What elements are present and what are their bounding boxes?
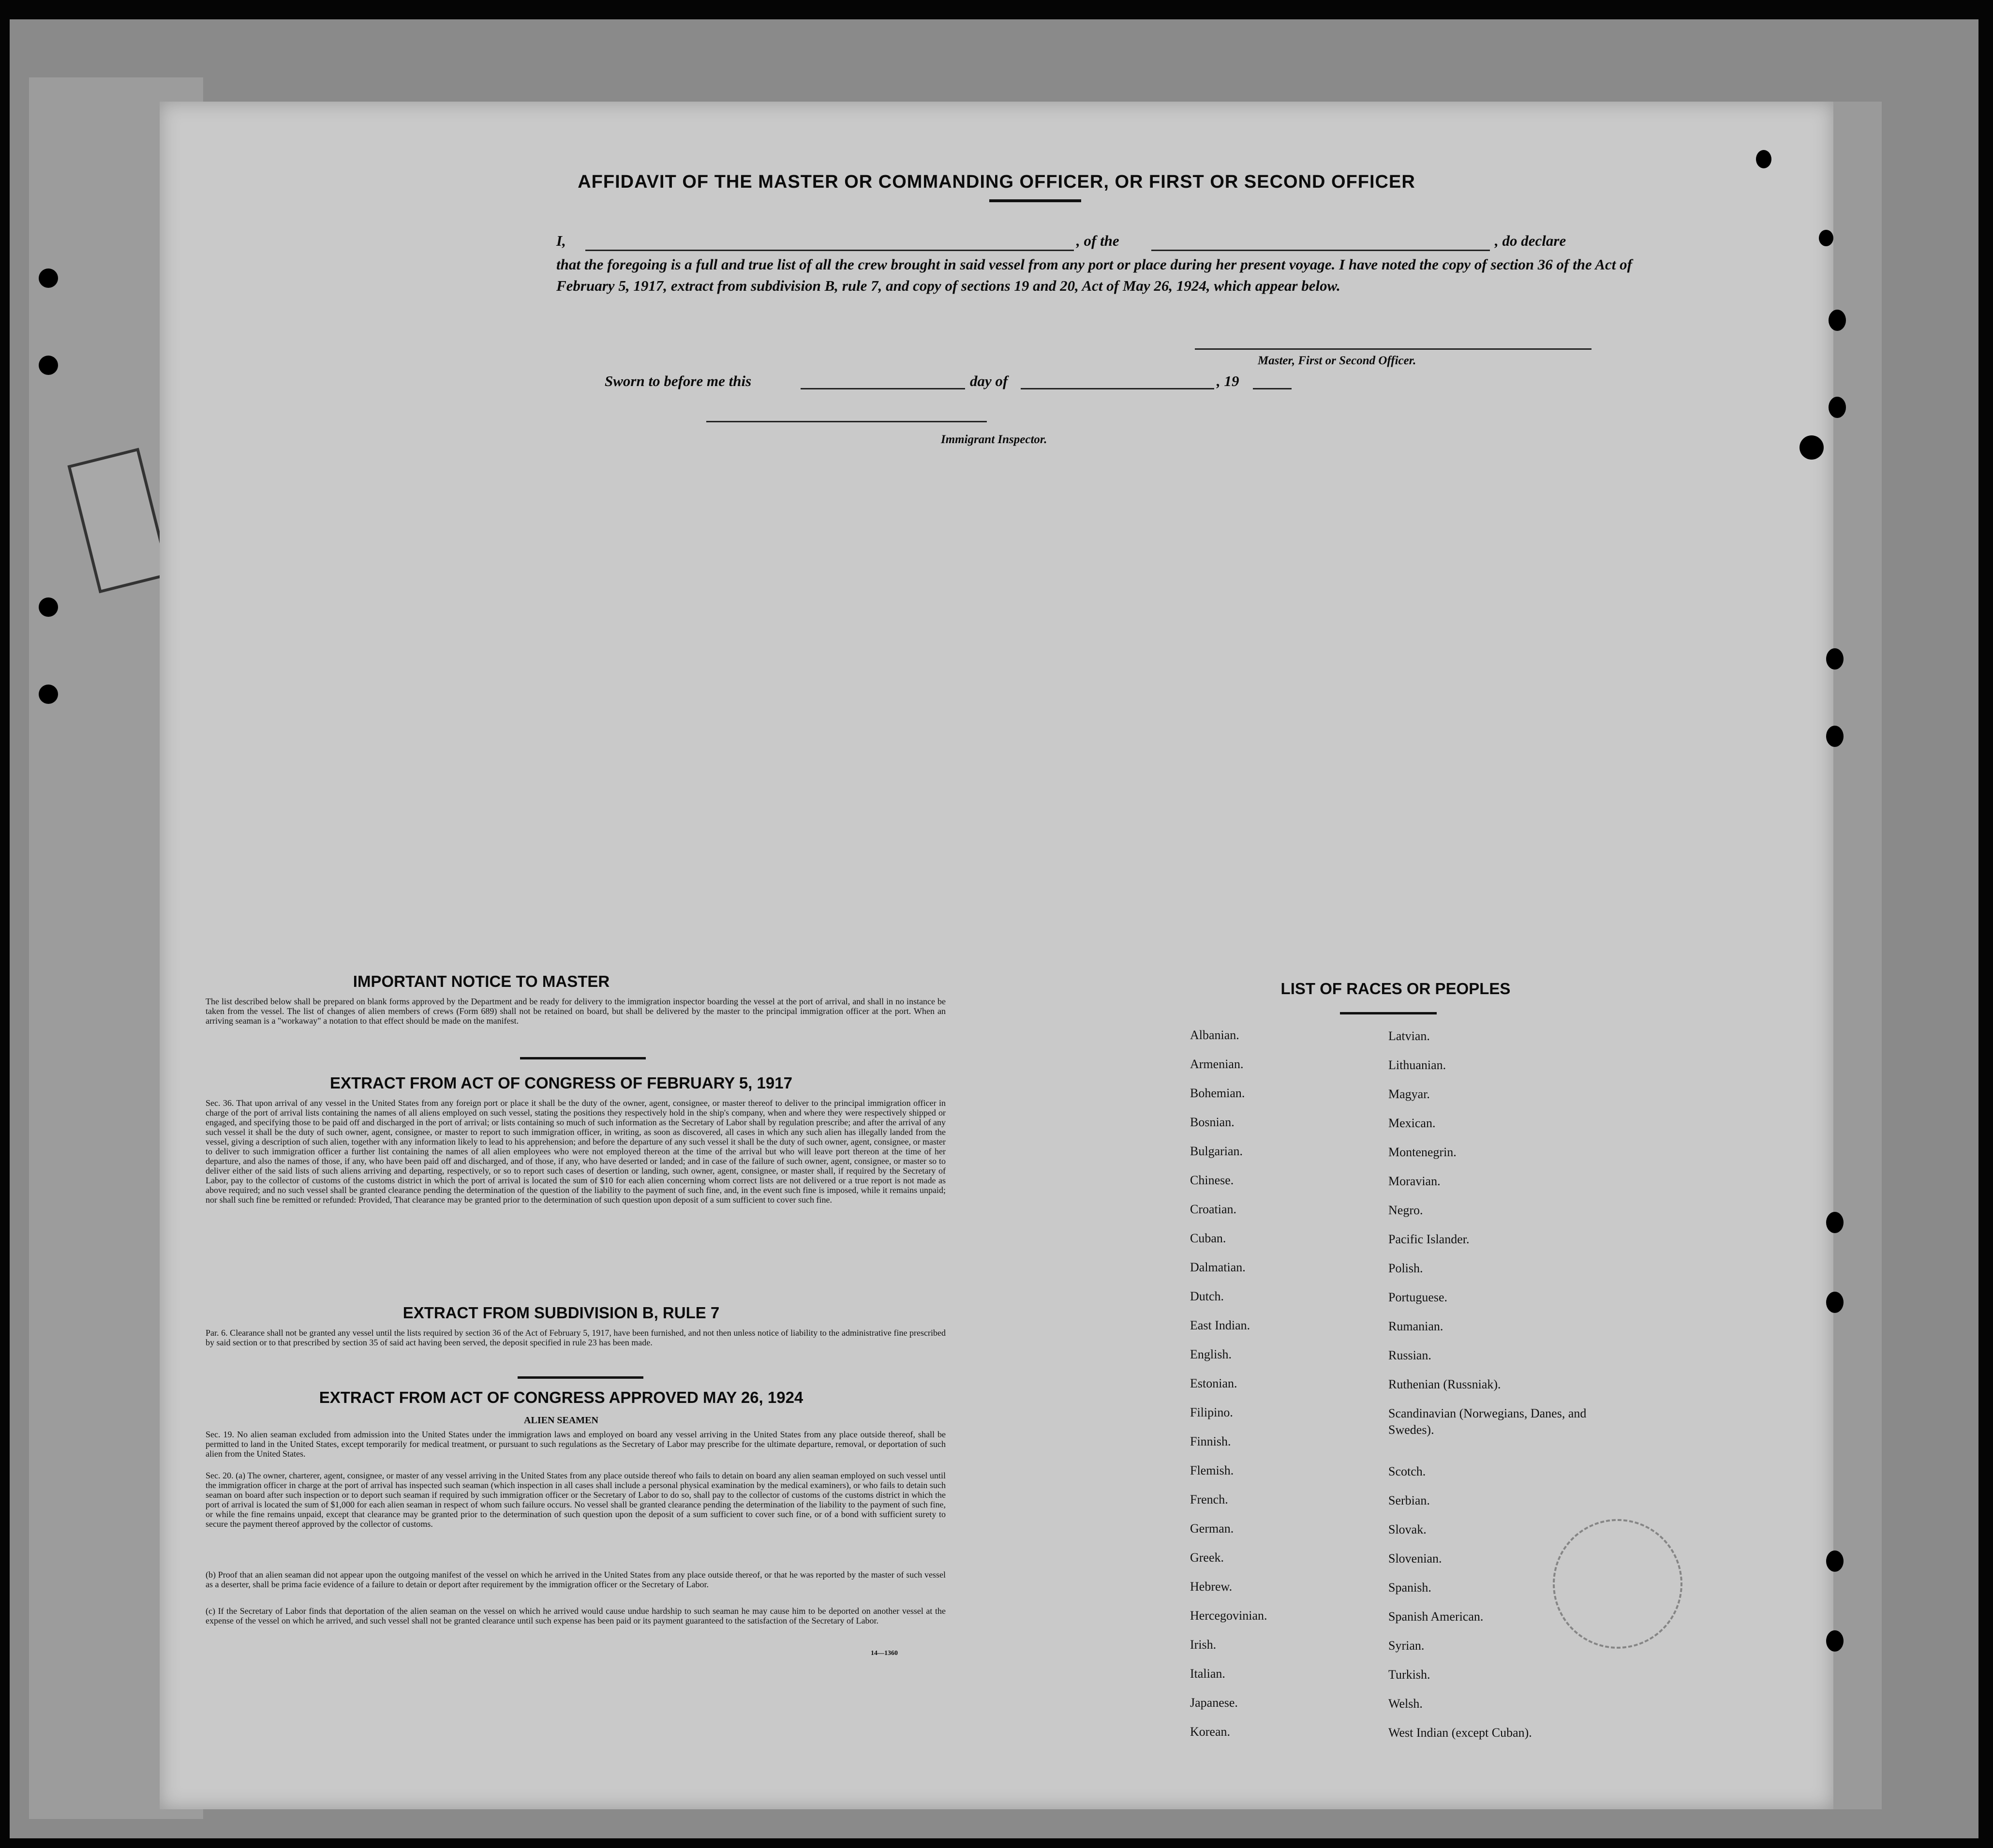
inspector-signature-line[interactable] [706, 421, 987, 422]
sworn-month-line[interactable] [1021, 388, 1214, 389]
race-item: Latvian. [1388, 1029, 1430, 1043]
race-item: Mexican. [1388, 1116, 1436, 1130]
punch-hole [1826, 1292, 1844, 1313]
race-item: Italian. [1190, 1667, 1225, 1681]
document-page [160, 102, 1833, 1809]
race-item: Dutch. [1190, 1289, 1224, 1303]
divider [1340, 1012, 1437, 1014]
sec20b-text: (b) Proof that an alien seaman did not appear upon the outgoing manifest of the vessel on which he arrived in the United States from any place outside thereof, or that he was reported by the master of such vessel as a deserter, shall be prima facie evidence of a failure to detain or deport after requirement by the immigration officer or the Secretary of Labor. [206, 1570, 946, 1589]
race-item: Polish. [1388, 1261, 1423, 1275]
handwritten-page-mark: 4 [1855, 1771, 1874, 1804]
notice-text: The list described below shall be prepared on blank forms approved by the Department and be ready for delivery to the immigration inspector boarding the vessel at the port of arrival, and shall in no instance be taken from the vessel. The list of changes of alien members of crews (Form 689) shall not be retained on board, but shall be delivered by the master to the principal immigration officer at the port. When an arriving seaman is a "workaway" a notation to that effect should be made on the manifest. [206, 997, 946, 1026]
punch-hole [1829, 397, 1846, 418]
divider [520, 1057, 646, 1059]
race-item: Russian. [1388, 1348, 1431, 1362]
master-signature-label: Master, First or Second Officer. [1258, 354, 1416, 367]
alien-seamen-subtitle: ALIEN SEAMEN [524, 1415, 598, 1426]
affidavit-of-the-label: , of the [1076, 232, 1119, 249]
vessel-field-line[interactable] [1151, 250, 1490, 251]
sworn-year-label: , 19 [1217, 373, 1239, 389]
punch-hole [1819, 230, 1833, 246]
race-item: Ruthenian (Russniak). [1388, 1377, 1501, 1391]
extract-1917-title: EXTRACT FROM ACT OF CONGRESS OF FEBRUARY 5, 1917 [330, 1074, 792, 1092]
race-item: Turkish. [1388, 1668, 1430, 1682]
race-item: Estonian. [1190, 1376, 1237, 1390]
sec20a-text: Sec. 20. (a) The owner, charterer, agent, consignee, or master of any vessel arriving in the United States from any place outside thereof who fails to detain on board any alien seaman employed on such vessel until the immigration officer in charge at the port of arrival has inspected such seaman (which inspection in all cases shall include a personal physical examination by the medical examiners), or who fails to detain such seaman on board after such inspection or to deport such seaman if required by such immigration officer or the Secretary of Labor to do so, shall pay to the collector of customs of the customs district in which the port of arrival is located the sum of $1,000 for each alien seaman in respect of whom such failure occurs. No vessel shall be granted clearance pending the determination of the liability to the payment of such fine, or while the fine remains unpaid, except that clearance may be granted prior to the determination of such question upon the deposit of a sum sufficient to cover such fine, or of a bond with sufficient surety to secure the payment thereof approved by the collector of customs. [206, 1471, 946, 1529]
race-item: Moravian. [1388, 1174, 1441, 1188]
race-item: Japanese. [1190, 1696, 1238, 1710]
race-item: Scandinavian (Norwegians, Danes, and Swedes). [1388, 1406, 1587, 1437]
race-item: Scotch. [1388, 1464, 1426, 1478]
title-underline [989, 199, 1081, 202]
race-item: Bulgarian. [1190, 1144, 1243, 1158]
punch-hole [1826, 1550, 1844, 1572]
race-item: Negro. [1388, 1203, 1423, 1217]
rule7-title: EXTRACT FROM SUBDIVISION B, RULE 7 [402, 1304, 720, 1322]
sworn-day-of-label: day of [970, 373, 1008, 389]
punch-hole [1826, 726, 1844, 747]
race-item: Finnish. [1190, 1434, 1231, 1448]
race-item: Korean. [1190, 1725, 1231, 1739]
rule7-text: Par. 6. Clearance shall not be granted any vessel until the lists required by section 36 of the Act of February 5, 1917, have been furnished, and not then unless notice of liability to the administrative fine prescribed by said section or to that prescribed by section 35 of said act having been served, the deposit specified in rule 23 has been made. [206, 1328, 946, 1347]
binder-hole [39, 597, 58, 617]
race-item: Greek. [1190, 1550, 1224, 1565]
punch-hole [1826, 648, 1844, 670]
race-item: Slovenian. [1388, 1551, 1442, 1565]
race-item: Spanish American. [1388, 1610, 1484, 1624]
affidavit-title: AFFIDAVIT OF THE MASTER OR COMMANDING OFFICER, OR FIRST OR SECOND OFFICER [578, 172, 1415, 192]
races-title: LIST OF RACES OR PEOPLES [1280, 980, 1511, 998]
race-item: Hebrew. [1190, 1580, 1233, 1594]
race-item: Lithuanian. [1388, 1058, 1446, 1072]
race-item: German. [1190, 1521, 1234, 1535]
punch-hole [1829, 310, 1846, 331]
race-item: Pacific Islander. [1388, 1232, 1470, 1246]
race-item: Slovak. [1388, 1522, 1427, 1536]
race-item: Cuban. [1190, 1231, 1226, 1245]
postmark-stamp [1553, 1519, 1682, 1649]
binder-hole [39, 685, 58, 704]
race-item: Welsh. [1388, 1697, 1423, 1711]
notice-title: IMPORTANT NOTICE TO MASTER [353, 972, 610, 990]
extract-1924-title: EXTRACT FROM ACT OF CONGRESS APPROVED MAY 26, 1924 [319, 1388, 803, 1406]
affidavit-declaration-line [556, 232, 1683, 253]
race-item: Bosnian. [1190, 1115, 1234, 1129]
race-item: Flemish. [1190, 1463, 1234, 1477]
sec20c-text: (c) If the Secretary of Labor finds that deportation of the alien seaman on the vessel on which he arrived would cause undue hardship to such seaman he may cause him to be deported on another vessel at the expense of the vessel on which he arrived, and such vessel shall not be granted clearance until such expense has been paid or its payment guaranteed to the satisfaction of the Secretary of Labor. [206, 1606, 946, 1625]
punch-hole [1826, 1212, 1844, 1233]
race-item: Spanish. [1388, 1580, 1431, 1595]
punch-hole [1756, 150, 1771, 168]
sec19-text: Sec. 19. No alien seaman excluded from admission into the United States under the immigration laws and employed on board any vessel arriving in the United States from any place outside thereof, shall be permitted to land in the United States, except temporarily for medical treatment, or pursuant to such regulations as the Secretary of Labor may prescribe for the ultimate departure, removal, or deportation of such alien from the United States. [206, 1430, 946, 1459]
inspector-label: Immigrant Inspector. [941, 433, 1047, 446]
race-item: Armenian. [1190, 1057, 1244, 1071]
race-item: Syrian. [1388, 1639, 1425, 1653]
race-item: Irish. [1190, 1638, 1217, 1652]
race-item: Dalmatian. [1190, 1260, 1246, 1274]
race-item: Chinese. [1190, 1173, 1234, 1187]
race-item: Bohemian. [1190, 1086, 1245, 1100]
race-item: Albanian. [1190, 1028, 1239, 1042]
name-field-line[interactable] [585, 250, 1074, 251]
race-item: East Indian. [1190, 1318, 1250, 1332]
sworn-date-line[interactable] [801, 388, 965, 389]
race-item: Filipino. [1190, 1405, 1233, 1419]
affidavit-do-declare-label: , do declare [1495, 232, 1566, 249]
race-item: Hercegovinian. [1190, 1609, 1267, 1623]
punch-hole [1826, 1630, 1844, 1652]
extract-1917-text: Sec. 36. That upon arrival of any vessel in the United States from any foreign port or place it shall be the duty of the owner, agent, consignee, or master thereof to deliver to the principal immigration officer in charge of the port of arrival lists containing the names of all aliens employed on such vessel, stating the positions they respectively hold in the ship's company, when and where they were respectively shipped or engaged, and specifying those to be paid off and discharged in the port of arrival; or lists containing so much of such information as the Secretary of Labor shall by regulation prescribe; and after the arrival of any such vessel it shall be the duty of such owner, agent, consignee, or master to report to such immigration officer, in writing, as soon as discovered, all cases in which any such alien has illegally landed from the vessel, giving a description of such alien, together with any information likely to lead to his apprehension; and before the departure of any such vessel it shall be the duty of such owner, agent, consignee, or master to deliver to such immigration officer a further list containing the names of all alien employees who were not employed thereon at the time of the arrival but who will leave port thereon at the time of her departure, and also the names of those, if any, who have been paid off and discharged, and of those, if any, who have deserted or landed; and in case of the failure of such owner, agent, consignee, or master so to deliver either of the said lists of such aliens arriving and departing, respectively, or so to report such cases of desertion or landing, such owner, agent, consignee, or master shall, if required by the Secretary of Labor, pay to the collector of customs of the customs district in which the port of arrival is located the sum of $10 for each alien concerning whom correct lists are not delivered or a true report is not made as above required; and no such vessel shall be granted clearance pending the determination of the question of the liability to the payment of such fine, and, in the event such fine is imposed, while it remains unpaid; nor shall such fine be remitted or refunded: Provided, That clearance may be granted prior to the determination of such question upon deposit of a sum sufficient to cover such fine. [206, 1098, 946, 1205]
binder-hole [39, 356, 58, 375]
affidavit-i-label: I, [556, 232, 566, 249]
race-item: Magyar. [1388, 1087, 1430, 1101]
sworn-prefix: Sworn to before me this [605, 373, 752, 389]
divider [518, 1376, 643, 1379]
binder-hole [39, 268, 58, 288]
form-number: 14—1360 [871, 1650, 898, 1657]
master-signature-line[interactable] [1195, 348, 1591, 350]
affidavit-body: that the foregoing is a full and true list of all the crew brought in said vessel from any port or place during her present voyage. I have noted the copy of section 36 of the Act of February 5, 1917, extract from subdivision B, rule 7, and copy of sections 19 and 20, Act of May 26, 1924, which appear below. [556, 256, 1632, 294]
race-item: English. [1190, 1347, 1232, 1361]
punch-hole [1800, 435, 1824, 460]
race-item: French. [1190, 1492, 1228, 1506]
race-item: Rumanian. [1388, 1319, 1443, 1333]
race-item: Montenegrin. [1388, 1145, 1457, 1159]
race-item: Serbian. [1388, 1493, 1430, 1507]
race-item: Portuguese. [1388, 1290, 1448, 1304]
sworn-year-line[interactable] [1253, 388, 1292, 389]
race-item: West Indian (except Cuban). [1388, 1726, 1532, 1740]
race-item: Croatian. [1190, 1202, 1237, 1216]
